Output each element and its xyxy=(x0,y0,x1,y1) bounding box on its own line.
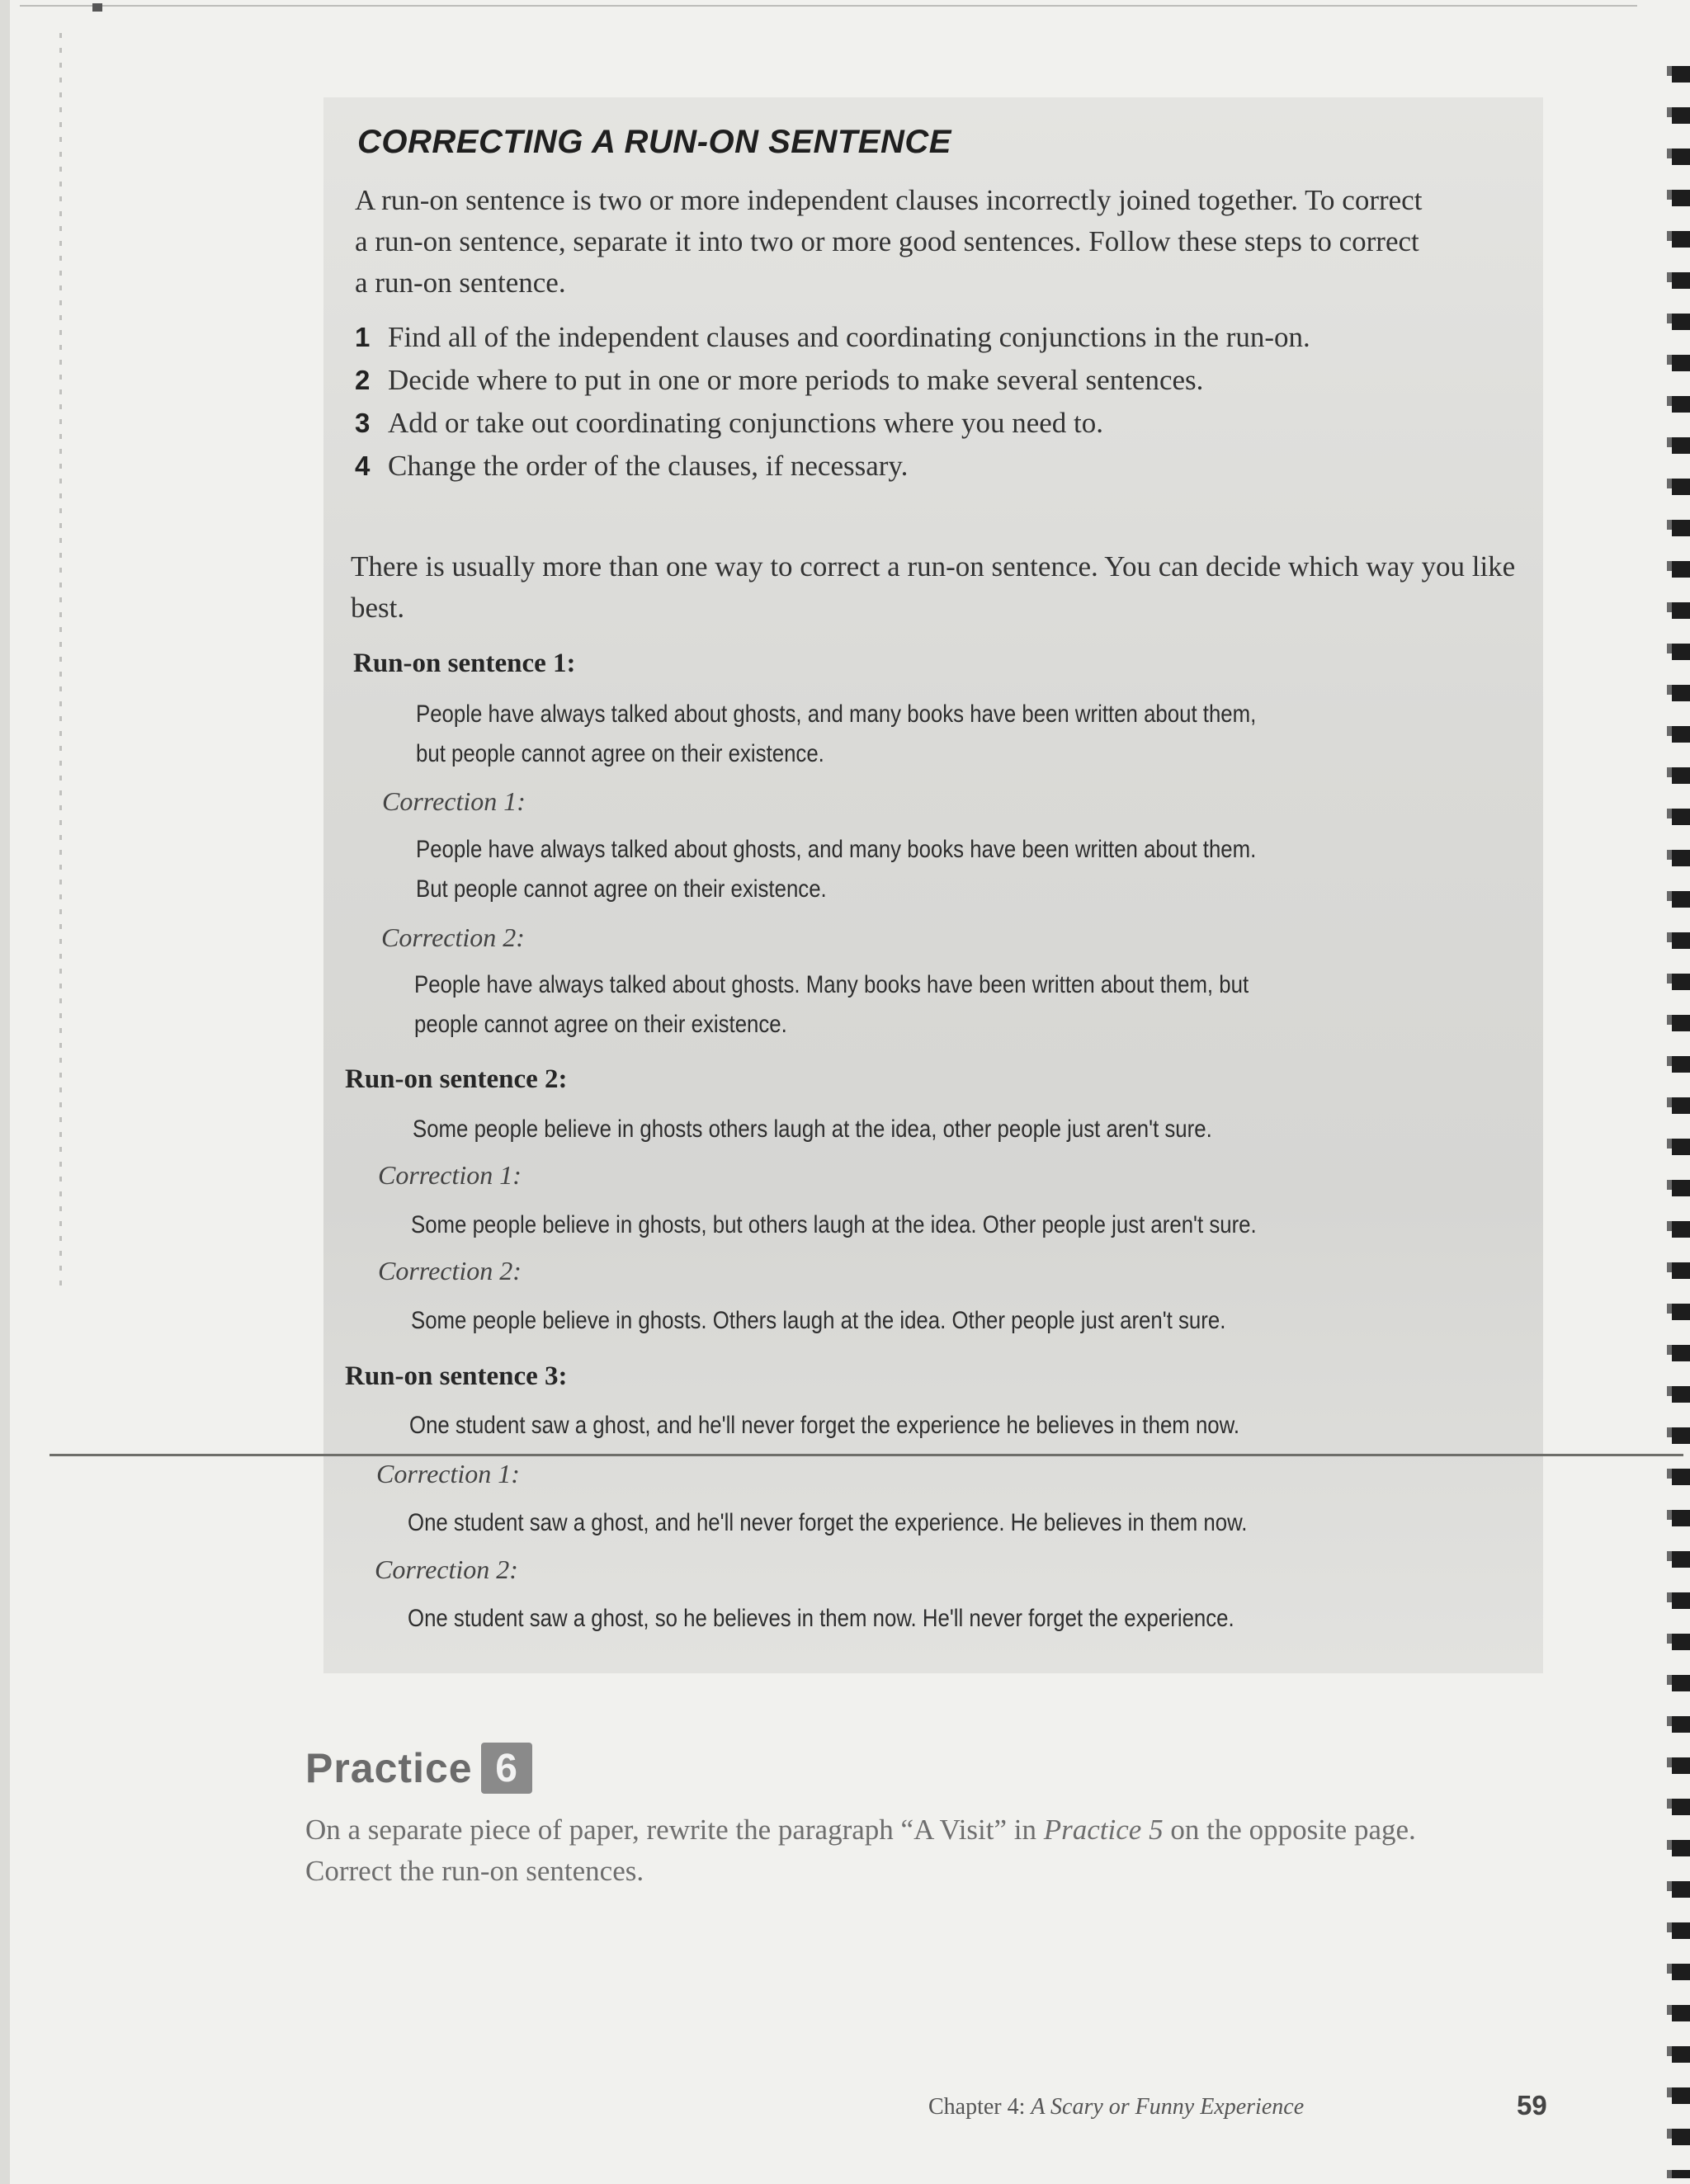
outro-paragraph: There is usually more than one way to correct a run-on sentence. You can decide which way you like best. xyxy=(351,550,1516,624)
intro-paragraph: A run-on sentence is two or more independent clauses incorrectly joined together. To correct a run-on sentence, separate it into two or more good sentences. Follow these steps to correct a run-on sentence. xyxy=(355,184,1423,299)
page-number: 59 xyxy=(1517,2090,1547,2120)
step-item xyxy=(355,445,1510,488)
run-on-sentence-line: Some people believe in ghosts others laugh at the idea, other people just aren't sure. xyxy=(413,1116,1212,1143)
correction-line: Some people believe in ghosts. Others laugh at the idea. Other people just aren't sure. xyxy=(411,1307,1226,1334)
scan-crease xyxy=(50,1454,1683,1456)
correction-line: People have always talked about ghosts. Many books have been written about them, but xyxy=(414,971,1249,998)
practice-instructions xyxy=(305,1809,1494,1892)
chapter-label: Chapter 4: xyxy=(928,2094,1031,2120)
steps-list xyxy=(355,316,1510,488)
practice-title: Practice xyxy=(305,1745,473,1791)
correction-label: Correction 1: xyxy=(378,1160,522,1190)
practice-reference: Practice 5 xyxy=(1043,1814,1164,1846)
step-item xyxy=(355,316,1510,359)
correction-line: One student saw a ghost, so he believes in them now. He'll never forget the experience. xyxy=(408,1605,1234,1632)
section-heading: CORRECTING A RUN-ON SENTENCE xyxy=(357,124,951,160)
step-item xyxy=(355,402,1510,445)
practice-header xyxy=(305,1743,532,1794)
step-number: 1 xyxy=(355,322,371,352)
scan-edge xyxy=(0,0,10,2184)
run-on-label: Run-on sentence 3: xyxy=(345,1361,568,1391)
practice-number-badge: 6 xyxy=(481,1743,532,1794)
step-text: Decide where to put in one or more periods to make several sentences. xyxy=(388,364,1204,396)
practice-text-part: on the opposite page. Correct the run-on sentences. xyxy=(305,1814,1416,1887)
run-on-label: Run-on sentence 1: xyxy=(353,649,576,678)
step-text: Add or take out coordinating conjunctions where you need to. xyxy=(388,407,1104,439)
correction-line: Some people believe in ghosts, but others laugh at the idea. Other people just aren't sure. xyxy=(411,1211,1257,1238)
chapter-title: A Scary or Funny Experience xyxy=(1031,2094,1305,2120)
run-on-sentence-line: One student saw a ghost, and he'll never forget the experience he believes in them now. xyxy=(409,1412,1240,1439)
correction-label: Correction 2: xyxy=(375,1554,518,1584)
practice-text-part: On a separate piece of paper, rewrite the paragraph “A Visit” in xyxy=(305,1814,1044,1846)
step-item xyxy=(355,359,1510,402)
step-text: Change the order of the clauses, if necessary. xyxy=(388,450,909,482)
scan-mark xyxy=(92,3,102,12)
correction-line: people cannot agree on their existence. xyxy=(414,1011,787,1038)
running-footer xyxy=(928,2094,1304,2120)
spiral-binding xyxy=(1672,66,1690,2178)
correction-label: Correction 1: xyxy=(382,786,526,816)
correction-label: Correction 2: xyxy=(381,922,525,952)
step-number: 2 xyxy=(355,365,371,395)
correction-line: One student saw a ghost, and he'll never forget the experience. He believes in them now. xyxy=(408,1509,1248,1536)
run-on-label: Run-on sentence 2: xyxy=(345,1064,568,1094)
correction-line: People have always talked about ghosts, and many books have been written about them. xyxy=(416,836,1257,863)
run-on-sentence-line: People have always talked about ghosts, and many books have been written about them, xyxy=(416,700,1257,728)
correction-label: Correction 1: xyxy=(376,1459,520,1488)
step-number: 4 xyxy=(355,450,371,481)
step-number: 3 xyxy=(355,408,371,438)
correction-line: But people cannot agree on their existence. xyxy=(416,875,827,903)
binding-shadow xyxy=(59,33,62,1287)
run-on-sentence-line: but people cannot agree on their existence. xyxy=(416,740,824,767)
step-text: Find all of the independent clauses and coordinating conjunctions in the run-on. xyxy=(388,321,1310,353)
correction-label: Correction 2: xyxy=(378,1256,522,1285)
scan-top-edge xyxy=(20,5,1637,7)
